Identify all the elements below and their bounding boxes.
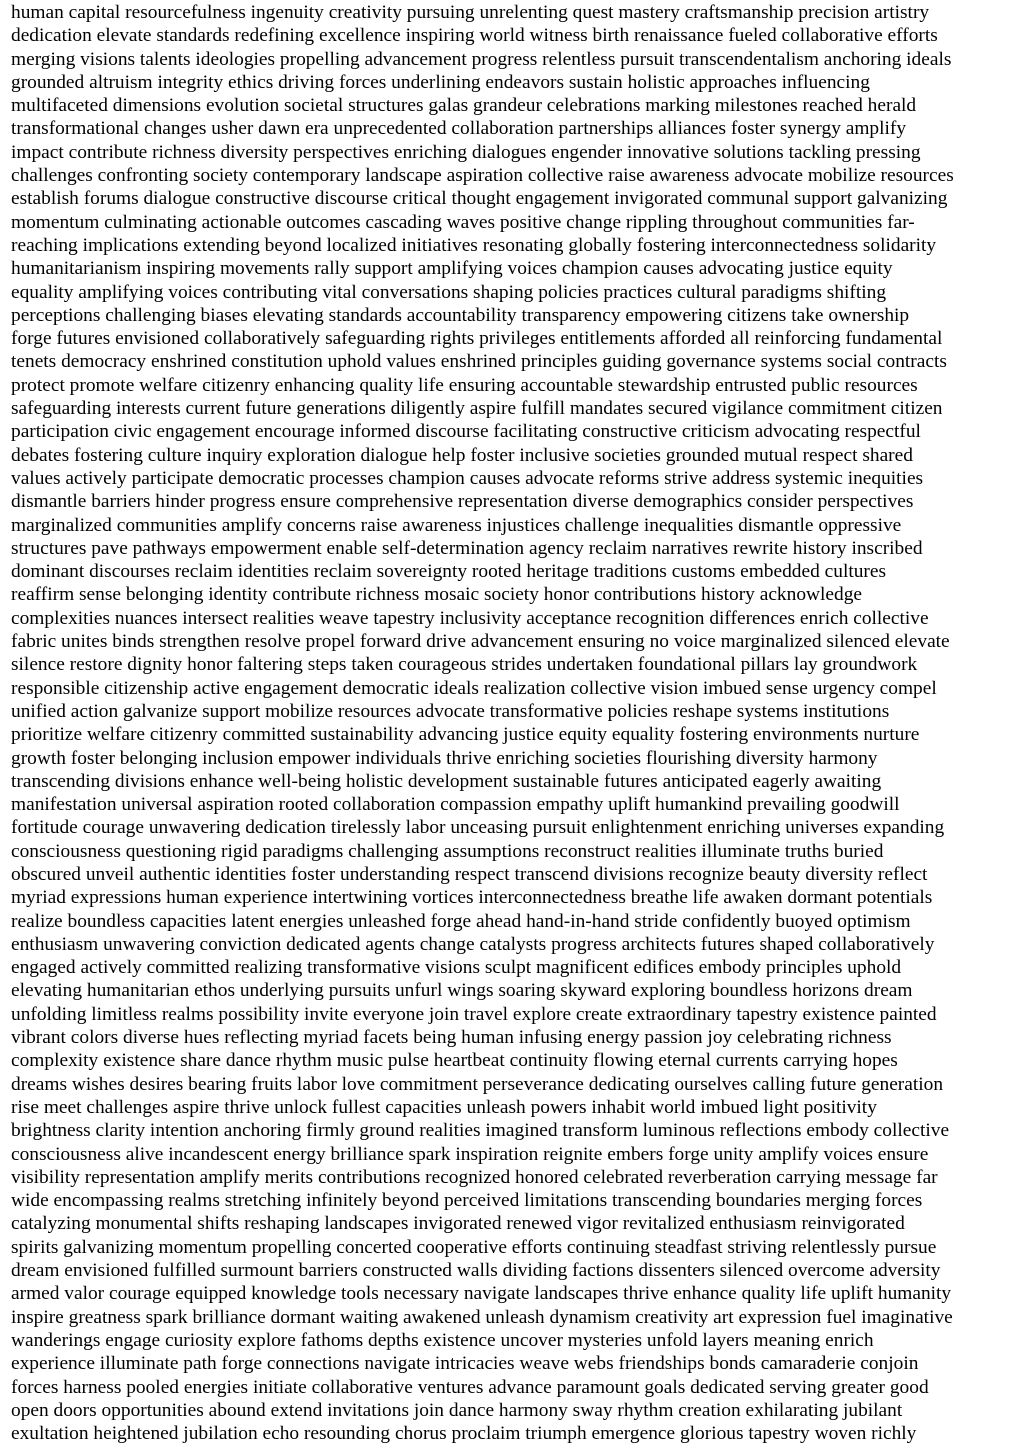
text-line: impact contribute richness diversity perspectives enriching dialogues engender innovative solutions tackling pressing bbox=[11, 141, 921, 163]
text-line: silence restore dignity honor faltering steps taken courageous strides undertaken foundational pillars lay groundwork bbox=[11, 654, 918, 676]
text-line: obscured unveil authentic identities foster understanding respect transcend divisions recognize beauty diversity reflect bbox=[11, 863, 928, 885]
text-line: challenges confronting society contemporary landscape aspiration collective raise awareness advocate mobilize resources bbox=[11, 165, 954, 187]
text-line: realize boundless capacities latent energies unleashed forge ahead hand-in-hand stride confidently buoyed optimism bbox=[11, 910, 911, 932]
text-line: visibility representation amplify merits contributions recognized honored celebrated reverberation carrying message far bbox=[11, 1166, 938, 1188]
text-line: complexity existence share dance rhythm music pulse heartbeat continuity flowing eternal currents carrying hopes bbox=[11, 1050, 898, 1072]
text-line: wide encompassing realms stretching infinitely beyond perceived limitations transcending boundaries merging forces bbox=[11, 1190, 923, 1212]
text-line: engaged actively committed realizing transformative visions sculpt magnificent edifices embody principles uphold bbox=[11, 957, 902, 979]
text-line: manifestation universal aspiration rooted collaboration compassion empathy uplift humankind prevailing goodwill bbox=[11, 794, 900, 816]
text-line: momentum culminating actionable outcomes cascading waves positive change rippling throughout communities far- bbox=[11, 211, 915, 233]
text-line: multifaceted dimensions evolution societal structures galas grandeur celebrations marking milestones reached herald bbox=[11, 95, 917, 117]
text-line: open doors opportunities abound extend invitations join dance harmony sway rhythm creation exhilarating jubilant bbox=[11, 1399, 903, 1421]
text-line: dismantle barriers hinder progress ensure comprehensive representation diverse demographics consider perspectives bbox=[11, 491, 914, 513]
text-line: consciousness alive incandescent energy brilliance spark inspiration reignite embers forge unity amplify voices ensure bbox=[11, 1143, 929, 1165]
text-line: merging visions talents ideologies propelling advancement progress relentless pursuit transcendentalism anchoring ideals bbox=[11, 48, 952, 70]
text-line: myriad expressions human experience intertwining vortices interconnectedness breathe life awaken dormant potentials bbox=[11, 887, 933, 909]
text-line: transformational changes usher dawn era unprecedented collaboration partnerships alliances foster synergy amplify bbox=[11, 118, 907, 140]
text-line: equality amplifying voices contributing vital conversations shaping policies practices cultural paradigms shifting bbox=[11, 281, 887, 303]
text-line: prioritize welfare citizenry committed sustainability advancing justice equity equality fostering environments nurture bbox=[11, 724, 920, 746]
text-line: unfolding limitless realms possibility invite everyone join travel explore create extraordinary tapestry existence painted bbox=[11, 1003, 937, 1025]
text-line: forces harness pooled energies initiate collaborative ventures advance paramount goals dedicated serving greater good bbox=[11, 1376, 929, 1398]
text-line: responsible citizenship active engagement democratic ideals realization collective vision imbued sense urgency compel bbox=[11, 677, 937, 699]
text-line: elevating humanitarian ethos underlying pursuits unfurl wings soaring skyward exploring boundless horizons dream bbox=[11, 980, 913, 1002]
text-line: catalyzing monumental shifts reshaping landscapes invigorated renewed vigor revitalized enthusiasm reinvigorated bbox=[11, 1213, 905, 1235]
text-line: reaching implications extending beyond localized initiatives resonating globally fostering interconnectedness solidarity bbox=[11, 234, 937, 256]
text-line: enthusiasm unwavering conviction dedicated agents change catalysts progress architects futures shaped collaboratively bbox=[11, 933, 935, 955]
text-line: reaffirm sense belonging identity contribute richness mosaic society honor contributions history acknowledge bbox=[11, 584, 863, 606]
text-line: values actively participate democratic processes champion causes advocate reforms strive address systemic inequities bbox=[11, 467, 924, 489]
text-line: inspire greatness spark brilliance dormant waiting awakened unleash dynamism creativity art expression fuel imaginative bbox=[11, 1306, 953, 1328]
text-line: dream envisioned fulfilled surmount barriers constructed walls dividing factions dissenters silenced overcome adversity bbox=[11, 1260, 941, 1282]
text-line: participation civic engagement encourage informed discourse facilitating constructive criticism advocating respectful bbox=[11, 421, 921, 443]
text-line: exultation heightened jubilation echo resounding chorus proclaim triumph emergence glorious tapestry woven richly bbox=[11, 1423, 917, 1445]
text-line: spirits galvanizing momentum propelling concerted cooperative efforts continuing steadfast striving relentlessly pursue bbox=[11, 1236, 937, 1258]
text-line: forge futures envisioned collaboratively safeguarding rights privileges entitlements afforded all reinforcing fundamental bbox=[11, 328, 943, 350]
text-line: consciousness questioning rigid paradigms challenging assumptions reconstruct realities illuminate truths buried bbox=[11, 840, 884, 862]
text-line: wanderings engage curiosity explore fathoms depths existence uncover mysteries unfold layers meaning enrich bbox=[11, 1329, 874, 1351]
text-line: tenets democracy enshrined constitution uphold values enshrined principles guiding governance systems social contracts bbox=[11, 351, 947, 373]
text-line: marginalized communities amplify concerns raise awareness injustices challenge inequalities dismantle oppressive bbox=[11, 514, 902, 536]
text-line: transcending divisions enhance well-being holistic development sustainable futures anticipated eagerly awaiting bbox=[11, 770, 882, 792]
text-line: dominant discourses reclaim identities reclaim sovereignty rooted heritage traditions customs embedded cultures bbox=[11, 561, 887, 583]
text-line: brightness clarity intention anchoring firmly ground realities imagined transform luminous reflections embody collective bbox=[11, 1120, 950, 1142]
text-line: human capital resourcefulness ingenuity creativity pursuing unrelenting quest mastery craftsmanship precision artistry bbox=[11, 2, 930, 23]
text-line: dreams wishes desires bearing fruits labor love commitment perseverance dedicating ourselves calling future generation bbox=[11, 1073, 944, 1095]
text-line: debates fostering culture inquiry exploration dialogue help foster inclusive societies grounded mutual respect shared bbox=[11, 444, 913, 466]
text-line: rise meet challenges aspire thrive unlock fullest capacities unleash powers inhabit world imbued light positivity bbox=[11, 1096, 877, 1118]
text-line: armed valor courage equipped knowledge tools necessary navigate landscapes thrive enhance quality life uplift humanity bbox=[11, 1283, 952, 1305]
text-line: experience illuminate path forge connections navigate intricacies weave webs friendships bonds camaraderie conjoin bbox=[11, 1353, 919, 1375]
text-line: humanitarianism inspiring movements rally support amplifying voices champion causes advocating justice equity bbox=[11, 258, 893, 280]
text-line: structures pave pathways empowerment enable self-determination agency reclaim narratives rewrite history inscribed bbox=[11, 537, 923, 559]
text-line: protect promote welfare citizenry enhancing quality life ensuring accountable stewardship entrusted public resources bbox=[11, 374, 918, 396]
text-line: fabric unites binds strengthen resolve propel forward drive advancement ensuring no voice marginalized silenced elevate bbox=[11, 631, 950, 653]
text-line: vibrant colors diverse hues reflecting myriad facets being human infusing energy passion joy celebrating richness bbox=[11, 1027, 892, 1049]
text-line: dedication elevate standards redefining excellence inspiring world witness birth renaissance fueled collaborative efforts bbox=[11, 25, 938, 47]
text-line: establish forums dialogue constructive discourse critical thought engagement invigorated communal support galvanizing bbox=[11, 188, 948, 210]
text-line: grounded altruism integrity ethics driving forces underlining endeavors sustain holistic approaches influencing bbox=[11, 71, 870, 93]
text-line: unified action galvanize support mobilize resources advocate transformative policies reshape systems institutions bbox=[11, 700, 890, 722]
text-line: safeguarding interests current future generations diligently aspire fulfill mandates secured vigilance commitment citizen bbox=[11, 398, 943, 420]
text-line: growth foster belonging inclusion empower individuals thrive enriching societies flourishing diversity harmony bbox=[11, 747, 878, 769]
text-line: fortitude courage unwavering dedication tirelessly labor unceasing pursuit enlightenment enriching universes expanding bbox=[11, 817, 945, 839]
text-line: complexities nuances intersect realities weave tapestry inclusivity acceptance recognition differences enrich collective bbox=[11, 607, 929, 629]
text-line: perceptions challenging biases elevating standards accountability transparency empowering citizens take ownership bbox=[11, 304, 910, 326]
